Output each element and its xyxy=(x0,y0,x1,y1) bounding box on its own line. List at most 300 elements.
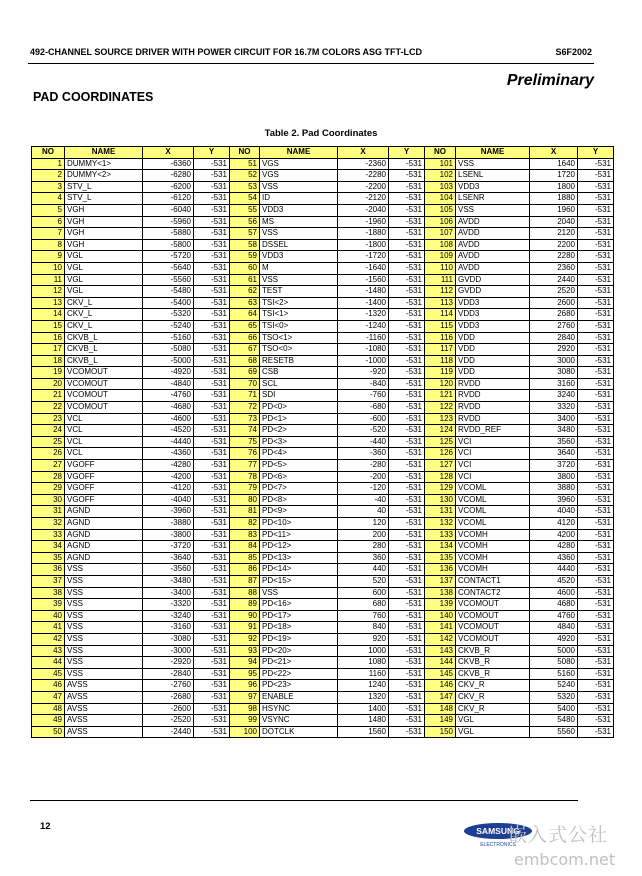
y-coordinate-cell: -531 xyxy=(389,633,425,645)
table-row xyxy=(32,518,614,530)
x-coordinate-cell: 4680 xyxy=(530,599,578,611)
pad-number-cell: 16 xyxy=(32,332,65,344)
x-coordinate-cell: 40 xyxy=(338,506,389,518)
pad-name-cell: ENABLE xyxy=(260,691,338,703)
pad-name-cell: TSI<1> xyxy=(260,309,338,321)
pad-number-cell: 129 xyxy=(425,483,456,495)
x-coordinate-cell: -3400 xyxy=(143,587,194,599)
pad-name-cell: VGS xyxy=(260,158,338,170)
pad-name-cell: CKVB_R xyxy=(456,668,530,680)
table-row xyxy=(32,355,614,367)
pad-name-cell: CKV_L xyxy=(65,309,143,321)
pad-number-cell: 121 xyxy=(425,390,456,402)
y-coordinate-cell: -531 xyxy=(389,518,425,530)
pad-number-cell: 13 xyxy=(32,297,65,309)
x-coordinate-cell: -1400 xyxy=(338,297,389,309)
x-coordinate-cell: 2520 xyxy=(530,286,578,298)
pad-name-cell: VGL xyxy=(65,262,143,274)
y-coordinate-cell: -531 xyxy=(389,587,425,599)
y-coordinate-cell: -531 xyxy=(389,286,425,298)
x-coordinate-cell: -4680 xyxy=(143,402,194,414)
pad-number-cell: 148 xyxy=(425,703,456,715)
pad-number-cell: 32 xyxy=(32,518,65,530)
x-coordinate-cell: -2520 xyxy=(143,715,194,727)
table-row xyxy=(32,181,614,193)
table-row xyxy=(32,170,614,182)
x-coordinate-cell: 3000 xyxy=(530,355,578,367)
x-coordinate-cell: 2200 xyxy=(530,239,578,251)
x-coordinate-cell: -6040 xyxy=(143,204,194,216)
table-row xyxy=(32,599,614,611)
pad-number-cell: 126 xyxy=(425,448,456,460)
pad-number-cell: 43 xyxy=(32,645,65,657)
pad-name-cell: M xyxy=(260,262,338,274)
pad-name-cell: PD<1> xyxy=(260,413,338,425)
pad-number-cell: 67 xyxy=(230,344,260,356)
pad-number-cell: 145 xyxy=(425,668,456,680)
y-coordinate-cell: -531 xyxy=(389,425,425,437)
table-row xyxy=(32,297,614,309)
pad-number-cell: 26 xyxy=(32,448,65,460)
y-coordinate-cell: -531 xyxy=(578,181,614,193)
x-coordinate-cell: 120 xyxy=(338,518,389,530)
y-coordinate-cell: -531 xyxy=(578,344,614,356)
pad-name-cell: PD<10> xyxy=(260,518,338,530)
pad-number-cell: 28 xyxy=(32,471,65,483)
pad-name-cell: VCOMH xyxy=(456,552,530,564)
y-coordinate-cell: -531 xyxy=(194,251,230,263)
pad-name-cell: CKVB_L xyxy=(65,355,143,367)
pad-name-cell: VCI xyxy=(456,471,530,483)
y-coordinate-cell: -531 xyxy=(389,204,425,216)
watermark-url: embcom.net xyxy=(514,850,616,869)
pad-name-cell: VDD3 xyxy=(456,320,530,332)
pad-number-cell: 89 xyxy=(230,599,260,611)
pad-name-cell: PD<2> xyxy=(260,425,338,437)
column-header: NAME xyxy=(260,147,338,159)
pad-number-cell: 45 xyxy=(32,668,65,680)
table-row xyxy=(32,506,614,518)
y-coordinate-cell: -531 xyxy=(194,216,230,228)
pad-number-cell: 1 xyxy=(32,158,65,170)
pad-number-cell: 62 xyxy=(230,286,260,298)
x-coordinate-cell: 4360 xyxy=(530,552,578,564)
pad-number-cell: 19 xyxy=(32,367,65,379)
x-coordinate-cell: 2680 xyxy=(530,309,578,321)
pad-number-cell: 24 xyxy=(32,425,65,437)
x-coordinate-cell: 5240 xyxy=(530,680,578,692)
table-row xyxy=(32,262,614,274)
pad-number-cell: 81 xyxy=(230,506,260,518)
table-row xyxy=(32,239,614,251)
table-header-row xyxy=(32,147,614,159)
y-coordinate-cell: -531 xyxy=(194,518,230,530)
pad-name-cell: ID xyxy=(260,193,338,205)
pad-name-cell: VCOML xyxy=(456,494,530,506)
x-coordinate-cell: 1880 xyxy=(530,193,578,205)
x-coordinate-cell: 3080 xyxy=(530,367,578,379)
pad-name-cell: VCL xyxy=(65,448,143,460)
pad-number-cell: 137 xyxy=(425,575,456,587)
pad-name-cell: VSS xyxy=(65,633,143,645)
column-header: NAME xyxy=(456,147,530,159)
table-row xyxy=(32,286,614,298)
x-coordinate-cell: -3080 xyxy=(143,633,194,645)
table-row xyxy=(32,529,614,541)
y-coordinate-cell: -531 xyxy=(578,309,614,321)
y-coordinate-cell: -531 xyxy=(389,158,425,170)
pad-name-cell: VGH xyxy=(65,228,143,240)
y-coordinate-cell: -531 xyxy=(578,680,614,692)
y-coordinate-cell: -531 xyxy=(578,552,614,564)
table-row xyxy=(32,390,614,402)
x-coordinate-cell: 2360 xyxy=(530,262,578,274)
pad-name-cell: PD<14> xyxy=(260,564,338,576)
pad-name-cell: LSENL xyxy=(456,170,530,182)
footer-divider xyxy=(30,800,578,801)
x-coordinate-cell: 5080 xyxy=(530,657,578,669)
pad-number-cell: 33 xyxy=(32,529,65,541)
table-row xyxy=(32,436,614,448)
pad-number-cell: 149 xyxy=(425,715,456,727)
x-coordinate-cell: 3640 xyxy=(530,448,578,460)
y-coordinate-cell: -531 xyxy=(389,262,425,274)
y-coordinate-cell: -531 xyxy=(194,703,230,715)
y-coordinate-cell: -531 xyxy=(578,204,614,216)
x-coordinate-cell: -3000 xyxy=(143,645,194,657)
pad-name-cell: HSYNC xyxy=(260,703,338,715)
x-coordinate-cell: -5720 xyxy=(143,251,194,263)
x-coordinate-cell: 3720 xyxy=(530,460,578,472)
pad-name-cell: VSYNC xyxy=(260,715,338,727)
x-coordinate-cell: 3320 xyxy=(530,402,578,414)
x-coordinate-cell: 360 xyxy=(338,552,389,564)
table-caption: Table 2. Pad Coordinates xyxy=(264,128,378,139)
y-coordinate-cell: -531 xyxy=(389,181,425,193)
x-coordinate-cell: -280 xyxy=(338,460,389,472)
y-coordinate-cell: -531 xyxy=(389,216,425,228)
pad-number-cell: 127 xyxy=(425,460,456,472)
column-header: Y xyxy=(194,147,230,159)
x-coordinate-cell: 5560 xyxy=(530,726,578,738)
y-coordinate-cell: -531 xyxy=(194,367,230,379)
pad-number-cell: 131 xyxy=(425,506,456,518)
pad-number-cell: 25 xyxy=(32,436,65,448)
pad-name-cell: CKV_L xyxy=(65,320,143,332)
pad-name-cell: VDD xyxy=(456,367,530,379)
y-coordinate-cell: -531 xyxy=(194,309,230,321)
pad-name-cell: PD<12> xyxy=(260,541,338,553)
pad-number-cell: 79 xyxy=(230,483,260,495)
table-row xyxy=(32,344,614,356)
pad-name-cell: AVSS xyxy=(65,703,143,715)
x-coordinate-cell: -3480 xyxy=(143,575,194,587)
x-coordinate-cell: 5000 xyxy=(530,645,578,657)
y-coordinate-cell: -531 xyxy=(578,518,614,530)
pad-name-cell: CKVB_L xyxy=(65,344,143,356)
table-row xyxy=(32,216,614,228)
pad-name-cell: RVDD xyxy=(456,413,530,425)
pad-number-cell: 106 xyxy=(425,216,456,228)
y-coordinate-cell: -531 xyxy=(578,390,614,402)
x-coordinate-cell: -5000 xyxy=(143,355,194,367)
table-row xyxy=(32,367,614,379)
pad-name-cell: VSS xyxy=(260,587,338,599)
pad-name-cell: VGOFF xyxy=(65,471,143,483)
pad-name-cell: PD<15> xyxy=(260,575,338,587)
x-coordinate-cell: -360 xyxy=(338,448,389,460)
pad-name-cell: VSS xyxy=(260,274,338,286)
pad-number-cell: 105 xyxy=(425,204,456,216)
x-coordinate-cell: 4040 xyxy=(530,506,578,518)
x-coordinate-cell: 5320 xyxy=(530,691,578,703)
pad-name-cell: VCOMOUT xyxy=(456,622,530,634)
x-coordinate-cell: -1480 xyxy=(338,286,389,298)
column-header: NO xyxy=(425,147,456,159)
pad-name-cell: VGH xyxy=(65,239,143,251)
pad-number-cell: 20 xyxy=(32,378,65,390)
x-coordinate-cell: -4360 xyxy=(143,448,194,460)
y-coordinate-cell: -531 xyxy=(389,413,425,425)
pad-number-cell: 140 xyxy=(425,610,456,622)
pad-name-cell: PD<22> xyxy=(260,668,338,680)
y-coordinate-cell: -531 xyxy=(389,309,425,321)
y-coordinate-cell: -531 xyxy=(389,367,425,379)
pad-name-cell: VSS xyxy=(65,622,143,634)
pad-number-cell: 110 xyxy=(425,262,456,274)
y-coordinate-cell: -531 xyxy=(578,633,614,645)
pad-name-cell: VDD3 xyxy=(456,309,530,321)
pad-name-cell: VCOMOUT xyxy=(65,402,143,414)
x-coordinate-cell: 600 xyxy=(338,587,389,599)
pad-name-cell: CKV_R xyxy=(456,703,530,715)
x-coordinate-cell: 440 xyxy=(338,564,389,576)
y-coordinate-cell: -531 xyxy=(389,193,425,205)
pad-name-cell: DUMMY<1> xyxy=(65,158,143,170)
pad-name-cell: VCOML xyxy=(456,483,530,495)
column-header: Y xyxy=(389,147,425,159)
x-coordinate-cell: -5160 xyxy=(143,332,194,344)
y-coordinate-cell: -531 xyxy=(194,715,230,727)
pad-name-cell: AVSS xyxy=(65,715,143,727)
x-coordinate-cell: 5400 xyxy=(530,703,578,715)
table-row xyxy=(32,622,614,634)
pad-number-cell: 150 xyxy=(425,726,456,738)
y-coordinate-cell: -531 xyxy=(389,297,425,309)
y-coordinate-cell: -531 xyxy=(389,448,425,460)
pad-number-cell: 120 xyxy=(425,378,456,390)
pad-name-cell: LSENR xyxy=(456,193,530,205)
pad-number-cell: 82 xyxy=(230,518,260,530)
pad-number-cell: 10 xyxy=(32,262,65,274)
pad-name-cell: VSS xyxy=(65,599,143,611)
pad-name-cell: STV_L xyxy=(65,181,143,193)
y-coordinate-cell: -531 xyxy=(194,436,230,448)
pad-number-cell: 102 xyxy=(425,170,456,182)
pad-number-cell: 58 xyxy=(230,239,260,251)
y-coordinate-cell: -531 xyxy=(194,239,230,251)
pad-name-cell: DUMMY<2> xyxy=(65,170,143,182)
x-coordinate-cell: -440 xyxy=(338,436,389,448)
y-coordinate-cell: -531 xyxy=(578,170,614,182)
y-coordinate-cell: -531 xyxy=(194,471,230,483)
y-coordinate-cell: -531 xyxy=(389,703,425,715)
pad-number-cell: 136 xyxy=(425,564,456,576)
x-coordinate-cell: -40 xyxy=(338,494,389,506)
x-coordinate-cell: 1800 xyxy=(530,181,578,193)
x-coordinate-cell: 520 xyxy=(338,575,389,587)
y-coordinate-cell: -531 xyxy=(578,610,614,622)
y-coordinate-cell: -531 xyxy=(578,715,614,727)
pad-name-cell: VSS xyxy=(260,228,338,240)
y-coordinate-cell: -531 xyxy=(578,587,614,599)
x-coordinate-cell: 1240 xyxy=(338,680,389,692)
pad-number-cell: 84 xyxy=(230,541,260,553)
pad-name-cell: VGL xyxy=(65,274,143,286)
x-coordinate-cell: -2120 xyxy=(338,193,389,205)
y-coordinate-cell: -531 xyxy=(194,541,230,553)
pad-number-cell: 9 xyxy=(32,251,65,263)
x-coordinate-cell: -1560 xyxy=(338,274,389,286)
pad-number-cell: 135 xyxy=(425,552,456,564)
x-coordinate-cell: 3160 xyxy=(530,378,578,390)
x-coordinate-cell: 280 xyxy=(338,541,389,553)
table-row xyxy=(32,460,614,472)
column-header: X xyxy=(530,147,578,159)
y-coordinate-cell: -531 xyxy=(389,390,425,402)
x-coordinate-cell: 1160 xyxy=(338,668,389,680)
x-coordinate-cell: 4440 xyxy=(530,564,578,576)
pad-name-cell: PD<9> xyxy=(260,506,338,518)
y-coordinate-cell: -531 xyxy=(578,460,614,472)
x-coordinate-cell: -600 xyxy=(338,413,389,425)
x-coordinate-cell: -2200 xyxy=(338,181,389,193)
pad-name-cell: MS xyxy=(260,216,338,228)
pad-name-cell: VCOMH xyxy=(456,541,530,553)
pad-name-cell: PD<18> xyxy=(260,622,338,634)
x-coordinate-cell: 4120 xyxy=(530,518,578,530)
table-row xyxy=(32,274,614,286)
table-row xyxy=(32,471,614,483)
y-coordinate-cell: -531 xyxy=(194,181,230,193)
pad-name-cell: VSS xyxy=(65,668,143,680)
pad-name-cell: GVDD xyxy=(456,274,530,286)
x-coordinate-cell: 1720 xyxy=(530,170,578,182)
pad-number-cell: 71 xyxy=(230,390,260,402)
y-coordinate-cell: -531 xyxy=(578,286,614,298)
pad-name-cell: AVDD xyxy=(456,228,530,240)
x-coordinate-cell: 2280 xyxy=(530,251,578,263)
x-coordinate-cell: 4920 xyxy=(530,633,578,645)
pad-name-cell: VCOMOUT xyxy=(456,633,530,645)
y-coordinate-cell: -531 xyxy=(578,541,614,553)
y-coordinate-cell: -531 xyxy=(389,228,425,240)
table-row xyxy=(32,645,614,657)
pad-number-cell: 70 xyxy=(230,378,260,390)
pad-number-cell: 59 xyxy=(230,251,260,263)
y-coordinate-cell: -531 xyxy=(578,320,614,332)
pad-name-cell: VCOMOUT xyxy=(456,610,530,622)
pad-number-cell: 144 xyxy=(425,657,456,669)
x-coordinate-cell: 1320 xyxy=(338,691,389,703)
pad-name-cell: VDD xyxy=(456,344,530,356)
pad-number-cell: 74 xyxy=(230,425,260,437)
pad-number-cell: 35 xyxy=(32,552,65,564)
pad-number-cell: 46 xyxy=(32,680,65,692)
table-row xyxy=(32,657,614,669)
pad-name-cell: PD<21> xyxy=(260,657,338,669)
x-coordinate-cell: -4280 xyxy=(143,460,194,472)
x-coordinate-cell: -6280 xyxy=(143,170,194,182)
y-coordinate-cell: -531 xyxy=(389,251,425,263)
x-coordinate-cell: -2760 xyxy=(143,680,194,692)
table-row xyxy=(32,668,614,680)
pad-number-cell: 15 xyxy=(32,320,65,332)
y-coordinate-cell: -531 xyxy=(578,726,614,738)
pad-number-cell: 21 xyxy=(32,390,65,402)
pad-name-cell: VGL xyxy=(456,715,530,727)
x-coordinate-cell: -2600 xyxy=(143,703,194,715)
pad-number-cell: 119 xyxy=(425,367,456,379)
table-row xyxy=(32,633,614,645)
table-row xyxy=(32,228,614,240)
pad-number-cell: 80 xyxy=(230,494,260,506)
x-coordinate-cell: 3240 xyxy=(530,390,578,402)
table-row xyxy=(32,251,614,263)
x-coordinate-cell: -2680 xyxy=(143,691,194,703)
pad-number-cell: 85 xyxy=(230,552,260,564)
y-coordinate-cell: -531 xyxy=(194,378,230,390)
x-coordinate-cell: -3240 xyxy=(143,610,194,622)
y-coordinate-cell: -531 xyxy=(389,645,425,657)
pad-number-cell: 63 xyxy=(230,297,260,309)
x-coordinate-cell: -3320 xyxy=(143,599,194,611)
y-coordinate-cell: -531 xyxy=(578,251,614,263)
pad-name-cell: AGND xyxy=(65,541,143,553)
y-coordinate-cell: -531 xyxy=(194,460,230,472)
x-coordinate-cell: -4760 xyxy=(143,390,194,402)
pad-number-cell: 12 xyxy=(32,286,65,298)
x-coordinate-cell: 2120 xyxy=(530,228,578,240)
pad-name-cell: STV_L xyxy=(65,193,143,205)
x-coordinate-cell: 840 xyxy=(338,622,389,634)
pad-name-cell: VCI xyxy=(456,460,530,472)
x-coordinate-cell: 5480 xyxy=(530,715,578,727)
y-coordinate-cell: -531 xyxy=(389,506,425,518)
pad-number-cell: 76 xyxy=(230,448,260,460)
x-coordinate-cell: -1720 xyxy=(338,251,389,263)
x-coordinate-cell: -6360 xyxy=(143,158,194,170)
y-coordinate-cell: -531 xyxy=(578,494,614,506)
y-coordinate-cell: -531 xyxy=(389,402,425,414)
x-coordinate-cell: -5240 xyxy=(143,320,194,332)
y-coordinate-cell: -531 xyxy=(578,448,614,460)
x-coordinate-cell: -4840 xyxy=(143,378,194,390)
table-row xyxy=(32,610,614,622)
pad-number-cell: 60 xyxy=(230,262,260,274)
y-coordinate-cell: -531 xyxy=(194,390,230,402)
x-coordinate-cell: 200 xyxy=(338,529,389,541)
x-coordinate-cell: -2440 xyxy=(143,726,194,738)
x-coordinate-cell: 3480 xyxy=(530,425,578,437)
y-coordinate-cell: -531 xyxy=(389,691,425,703)
y-coordinate-cell: -531 xyxy=(194,494,230,506)
table-row xyxy=(32,309,614,321)
x-coordinate-cell: -4040 xyxy=(143,494,194,506)
pad-number-cell: 115 xyxy=(425,320,456,332)
pad-name-cell: PD<3> xyxy=(260,436,338,448)
y-coordinate-cell: -531 xyxy=(194,552,230,564)
